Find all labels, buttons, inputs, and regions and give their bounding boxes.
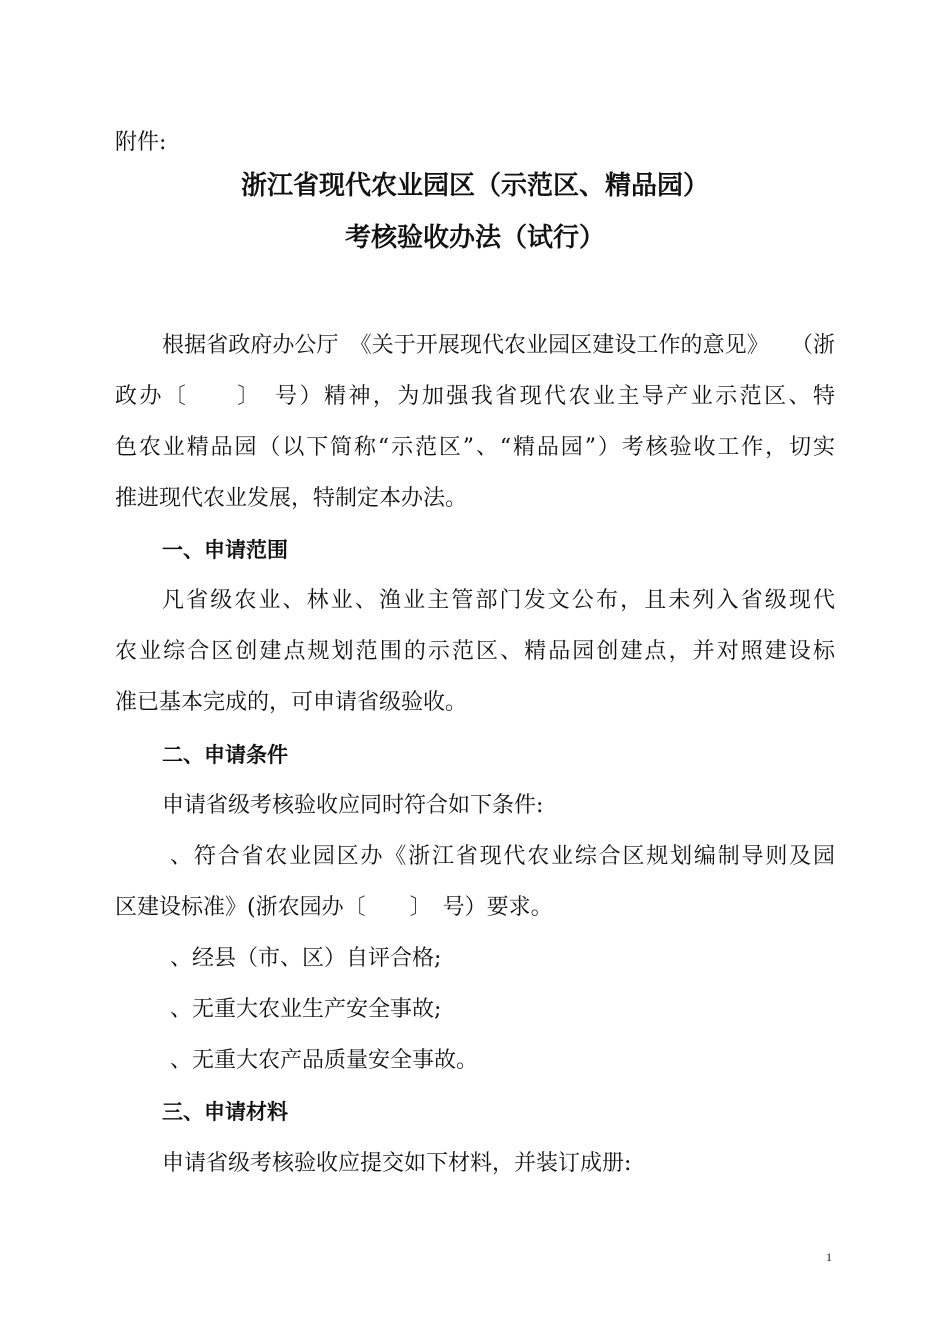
section-1-line-1: 凡省级农业、林业、渔业主管部门发文公布，且未列入省级现代 [162,588,835,613]
section-2-item-3: 、无重大农业生产安全事故; [170,997,442,1022]
section-2-item-1-line-2: 区建设标准》(浙农园办〔 〕 号）要求。 [115,895,553,920]
intro-line-1: 根据省政府办公厅 《关于开展现代农业园区建设工作的意见》 （浙 [162,333,835,358]
attachment-label: 附件: [115,130,167,155]
page-number: 1 [826,1250,832,1264]
intro-line-4: 推进现代农业发展，特制定本办法。 [115,486,468,511]
section-1-heading: 一、申请范围 [162,538,288,562]
section-2-item-2: 、经县（市、区）自评合格; [170,946,442,971]
intro-line-2: 政办〔 〕 号）精神，为加强我省现代农业主导产业示范区、特 [115,384,835,409]
section-2-item-4: 、无重大农产品质量安全事故。 [170,1048,479,1073]
section-3-intro: 申请省级考核验收应提交如下材料，并装订成册: [162,1151,632,1176]
section-3-heading: 三、申请材料 [162,1100,288,1124]
section-2-heading: 二、申请条件 [162,743,288,767]
document-title-line-2: 考核验收办法（试行） [344,223,605,253]
document-title-line-1: 浙江省现代农业园区（示范区、精品园） [240,171,709,201]
section-1-line-2: 农业综合区创建点规划范围的示范区、精品园创建点，并对照建设标 [115,639,835,664]
section-1-line-3: 准已基本完成的，可申请省级验收。 [115,690,468,715]
section-2-item-1-line-1: 、符合省农业园区办《浙江省现代农业综合区规划编制导则及园 [170,844,835,869]
section-2-intro: 申请省级考核验收应同时符合如下条件: [162,793,544,818]
intro-line-3: 色农业精品园（以下简称“示范区”、“精品园”）考核验收工作，切实 [115,435,835,460]
